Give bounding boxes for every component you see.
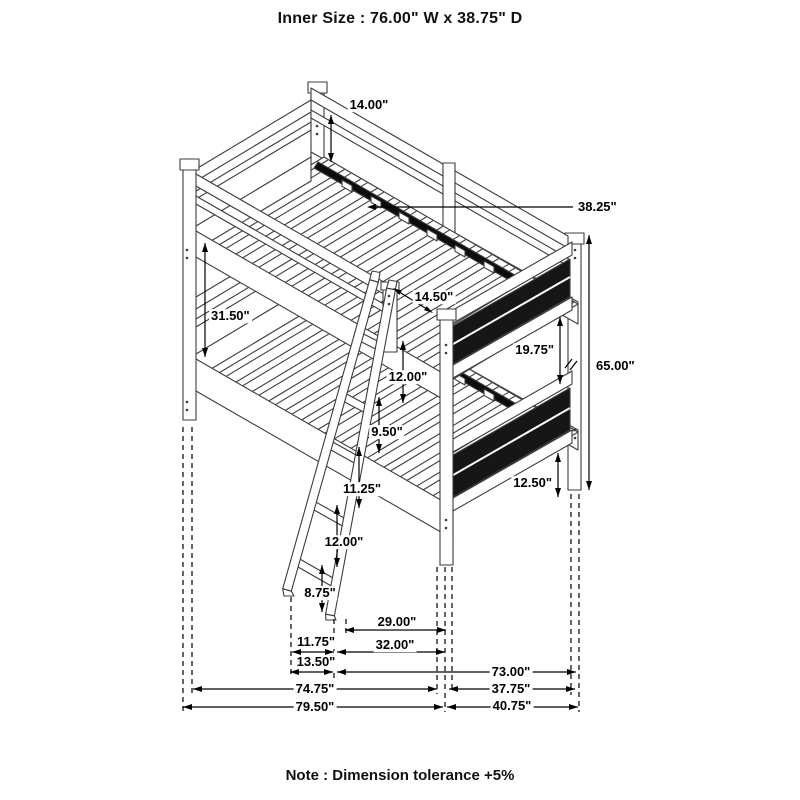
dim-label-19-75: 19.75" — [515, 342, 554, 358]
dim-label-73-00: 73.00" — [491, 664, 531, 680]
dim-label-12-50: 12.50" — [513, 475, 552, 491]
front-right-post-cap — [437, 309, 456, 320]
dim-label-65-00: 65.00" — [596, 358, 635, 374]
inner-size-title: Inner Size : 76.00" W x 38.75" D — [277, 10, 523, 27]
dim-label-40-75: 40.75" — [492, 698, 532, 714]
dim-label-29-00: 29.00" — [377, 614, 417, 630]
dim-label-11-75: 11.75" — [297, 634, 335, 650]
dim-label-12-00-lower: 12.00" — [324, 534, 364, 550]
dim-label-38-25: 38.25" — [578, 199, 617, 215]
tolerance-note: Note : Dimension tolerance +5% — [285, 767, 515, 784]
front-left-post-cap — [180, 159, 199, 170]
dim-label-74-75: 74.75" — [295, 681, 335, 697]
dim-label-12-00-upper: 12.00" — [388, 369, 428, 385]
dim-label-9-50: 9.50" — [371, 424, 403, 440]
dim-label-31-50: 31.50" — [211, 308, 250, 324]
front-left-post — [183, 162, 196, 420]
dim-label-11-25: 11.25" — [343, 481, 381, 497]
dim-label-8-75: 8.75" — [304, 585, 336, 601]
dim-label-79-50: 79.50" — [295, 699, 335, 715]
dim-label-13-50: 13.50" — [296, 654, 336, 670]
dim-label-14-00: 14.00" — [349, 97, 389, 113]
dim-label-37-75: 37.75" — [491, 681, 531, 697]
dim-label-14-50: 14.50" — [414, 289, 454, 305]
ladder-left-foot — [283, 589, 294, 596]
dim-label-32-00: 32.00" — [375, 637, 415, 653]
